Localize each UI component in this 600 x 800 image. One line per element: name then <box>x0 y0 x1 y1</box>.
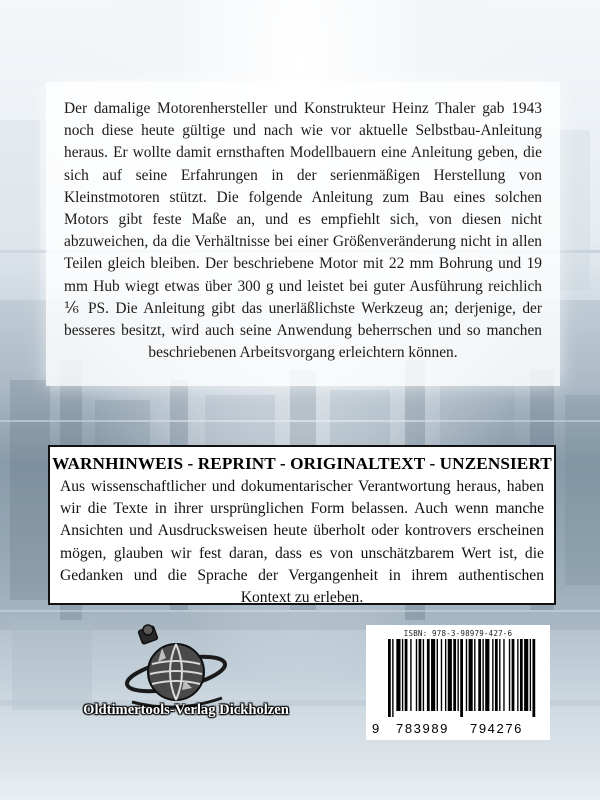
warning-title: WARNHINWEIS - REPRINT - ORIGINALTEXT - UNZENSIERT <box>52 454 552 473</box>
barcode-bar <box>388 639 391 717</box>
barcode-bar <box>499 639 500 711</box>
barcode-bar <box>509 639 510 711</box>
barcode-bar <box>427 639 430 711</box>
barcode-bar <box>478 639 481 711</box>
barcode-bar <box>410 639 411 711</box>
barcode-bar <box>469 639 473 711</box>
barcode-bar <box>441 639 442 711</box>
barcode-bar <box>416 639 417 711</box>
barcode-bar <box>448 639 452 711</box>
description-line: Anwendung beherrschen und so manchen beschriebenen Arbeitsvorgang <box>148 322 542 362</box>
globe-with-engine-icon <box>118 618 228 710</box>
barcode-bar <box>466 639 467 711</box>
warning-line: Wert ist, die Gedanken und die Sprache der Vergangenheit in ihrem <box>60 544 544 584</box>
barcode-bar <box>517 639 518 711</box>
description-line: 300 g und leistet bei guter Ausführung reichlich ⅙ PS. Die Anleitung gibt das <box>64 277 542 317</box>
barcode-bar <box>396 639 400 711</box>
barcode-bar <box>482 639 483 711</box>
barcode-bars <box>388 639 538 717</box>
description-line: seine Erfahrungen in der serienmäßigen Herstellung von Kleinstmotoren <box>64 166 542 206</box>
barcode-bar <box>530 639 531 711</box>
barcode-bar <box>457 639 458 711</box>
description-line: noch diese heute gültige und nach wie vor aktuelle Selbstbau-Anleitung heraus. <box>64 122 542 162</box>
warning-line: manche Ansichten und Ausdrucksweisen heute überholt oder kontrovers <box>60 500 544 540</box>
book-description <box>64 98 542 364</box>
barcode-bar <box>485 639 489 711</box>
warning-text <box>60 476 544 609</box>
barcode-bar <box>520 639 523 711</box>
description-line: an, und es empfiehlt sich, von diesen nicht abzuweichen, da die Verhältnisse <box>64 211 542 251</box>
barcode-bar <box>532 639 535 717</box>
description-line: beschriebene Motor mit 22 mm Bohrung und 19 mm Hub wiegt etwas über <box>64 255 542 295</box>
barcode-bar <box>405 639 408 711</box>
barcode-bar <box>492 639 493 711</box>
description-line: Er wollte damit ernsthaften Modellbauern eine Anleitung geben, die sich auf <box>64 144 542 184</box>
description-line: stützt. Die folgende Anleitung zum Bau eines solchen Motors gibt feste Maße <box>64 188 542 229</box>
warning-line: haben wir die Texte in ihrer ursprünglichen Form belassen. Auch wenn <box>60 478 544 518</box>
warning-line: Aus wissenschaftlicher und dokumentarischer Verantwortung heraus, <box>60 478 507 495</box>
isbn-label: ISBN: 978-3-98979-427-6 <box>403 629 513 638</box>
barcode-bar <box>524 639 528 711</box>
isbn-digit-group: 794276 <box>470 721 523 736</box>
barcode-bar <box>453 639 456 711</box>
description-line: Der damalige Motorenhersteller und Konstrukteur Heinz Thaler gab 1943 <box>64 100 542 117</box>
description-line: bei einer Größenveränderung nicht in allen Teilen gleich bleiben. Der <box>64 233 542 273</box>
warning-notice-box <box>48 445 556 605</box>
warning-line: authentischen Kontext zu erleben. <box>240 566 544 607</box>
isbn-digit-first: 9 <box>372 721 381 736</box>
barcode-bar <box>512 639 515 711</box>
barcode-bar <box>495 639 498 711</box>
description-panel <box>46 82 560 386</box>
barcode-bar <box>431 639 435 711</box>
barcode-bar <box>474 639 475 711</box>
barcode-bar <box>503 639 504 711</box>
barcode-bar <box>460 639 463 717</box>
barcode-bar <box>419 639 422 711</box>
barcode-bar <box>445 639 446 711</box>
barcode-bar <box>437 639 438 711</box>
description-line: unerläßlichste Werkzeug an; derjenige, der besseres besitzt, wird auch seine <box>64 299 543 340</box>
description-line: erleichtern können. <box>338 344 458 362</box>
barcode-bar <box>423 639 424 711</box>
barcode-bar <box>392 639 393 717</box>
publisher-name: Oldtimertools-Verlag Dickholzen <box>83 702 289 718</box>
barcode-bar <box>402 639 403 711</box>
warning-line: erscheinen mögen, glauben wir fest daran, dass es von unschätzbarem <box>60 522 544 562</box>
isbn-barcode <box>366 625 550 740</box>
isbn-digit-group: 783989 <box>396 721 449 736</box>
